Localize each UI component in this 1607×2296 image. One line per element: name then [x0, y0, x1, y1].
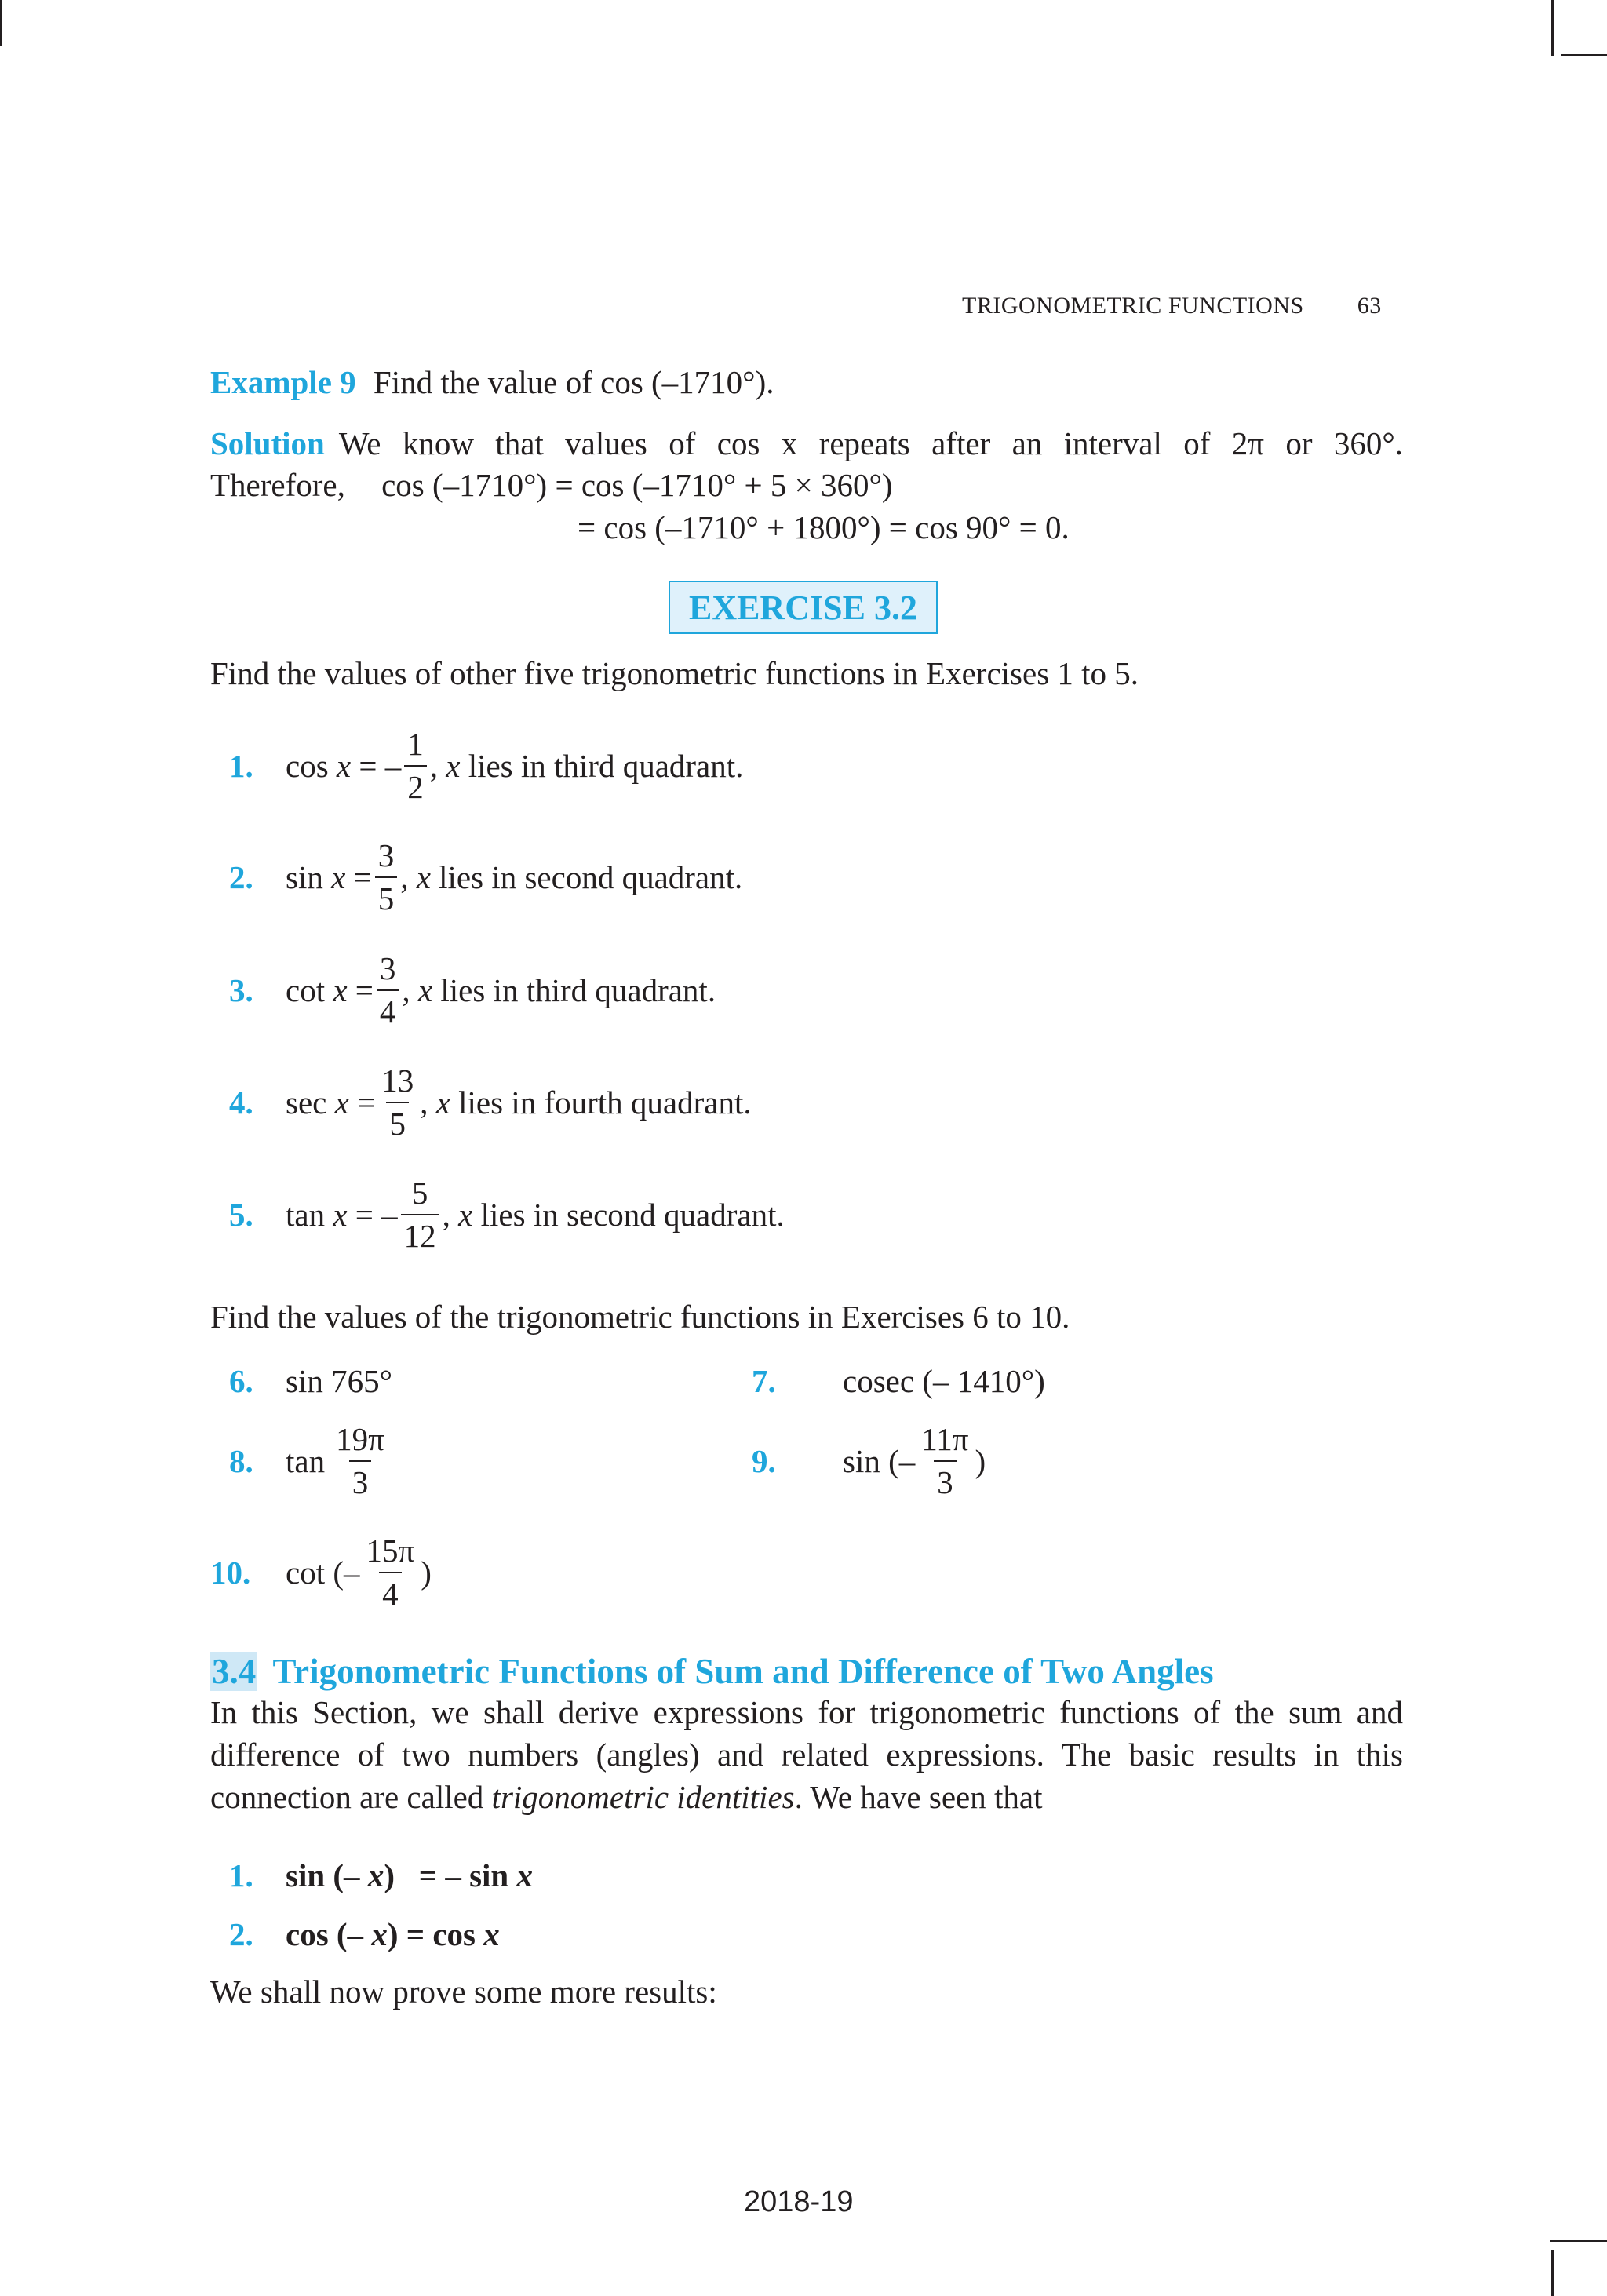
- paragraph-text: In this Section, we shall derive expressions for trigonometric functions of the sum and difference of two numbers (angles) and related expressions. The basic results in this connection are called: [210, 1694, 1403, 1815]
- item-number: 10.: [210, 1554, 251, 1591]
- closing-text: We shall now prove some more results:: [210, 1973, 717, 2010]
- function-name: sin: [286, 858, 323, 895]
- equals: =: [355, 971, 374, 1008]
- denominator: 3: [934, 1460, 957, 1499]
- item-number: 1.: [229, 747, 253, 784]
- function-name: cot (–: [286, 1554, 360, 1591]
- exercise-item-6: [229, 1365, 392, 1398]
- solution-line: [210, 425, 1403, 461]
- rhs: = cos: [406, 1916, 476, 1952]
- condition: lies in fourth quadrant.: [458, 1084, 752, 1121]
- fraction: [333, 1423, 388, 1499]
- fraction: [918, 1423, 971, 1499]
- lhs: cos (–: [286, 1916, 364, 1952]
- close-paren: ): [384, 1857, 395, 1893]
- crop-mark-bottom-right-vertical: [1551, 2250, 1554, 2296]
- footer-year: 2018-19: [744, 2185, 854, 2218]
- function-name: tan: [286, 1196, 326, 1233]
- section-paragraph: [210, 1691, 1403, 1818]
- variable: x: [417, 971, 433, 1008]
- equals: =: [353, 858, 372, 895]
- identity-1: [229, 1857, 533, 1893]
- page-number: 63: [1357, 293, 1382, 319]
- variable: x: [516, 1857, 533, 1893]
- item-number: 4.: [229, 1084, 253, 1121]
- item-number: 5.: [229, 1196, 253, 1233]
- variable: x: [483, 1916, 500, 1952]
- function-name: cot: [286, 971, 326, 1008]
- lhs: sin (–: [286, 1857, 360, 1893]
- condition: lies in third quadrant.: [468, 747, 744, 784]
- variable: x: [371, 1916, 388, 1952]
- condition: lies in second quadrant.: [439, 858, 743, 895]
- example-heading: [210, 366, 774, 399]
- fraction: [377, 950, 399, 1030]
- paragraph-emphasis: trigonometric identities: [491, 1779, 795, 1815]
- exercise-item-4: 4. sec x = $\frac{13}{5}$ , x lies in fourth quadrant.: [229, 1062, 752, 1142]
- exercise-item-1: 1. cos x = – $\frac{1}{2}$ , x lies in third quadrant.: [229, 726, 744, 805]
- denominator: 2: [404, 765, 427, 804]
- identity-2: [229, 1916, 500, 1952]
- item-number: 7.: [752, 1363, 776, 1399]
- equals: = –: [359, 747, 402, 784]
- numerator: 11π: [921, 1421, 969, 1457]
- numerator: 3: [377, 837, 395, 873]
- condition: lies in third quadrant.: [440, 971, 716, 1008]
- variable: x: [333, 1196, 348, 1233]
- item-number: 6.: [229, 1363, 253, 1399]
- fraction: [363, 1532, 418, 1612]
- variable: x: [446, 747, 461, 784]
- item-number: 8.: [229, 1442, 253, 1479]
- variable: x: [458, 1196, 473, 1233]
- example-question: Find the value of cos (–1710°).: [373, 364, 774, 400]
- expression: cosec (– 1410°): [843, 1363, 1045, 1399]
- variable: x: [331, 858, 346, 895]
- item-number: 9.: [752, 1442, 776, 1479]
- solution-label: Solution: [210, 425, 325, 461]
- function-name: sec: [286, 1084, 327, 1121]
- header-title: TRIGONOMETRIC FUNCTIONS: [962, 293, 1304, 319]
- example-label: Example 9: [210, 364, 356, 400]
- exercise-title-box: [669, 581, 938, 634]
- exercise-item-8: [229, 1423, 391, 1499]
- exercise-item-10: [210, 1532, 432, 1612]
- exercise-title: EXERCISE 3.2: [689, 588, 917, 627]
- variable: x: [416, 858, 431, 895]
- crop-mark-bottom-right-horizontal: [1550, 2240, 1607, 2242]
- exercise-item-3: 3. cot x = $\frac{3}{4}$ , x lies in third quadrant.: [229, 950, 716, 1030]
- solution-text: We know that values of cos x repeats after an interval of 2π or 360°.: [338, 425, 1403, 461]
- exercise-intro-1: Find the values of other five trigonometric functions in Exercises 1 to 5.: [210, 655, 1139, 691]
- condition: lies in second quadrant.: [480, 1196, 785, 1233]
- running-header: [962, 293, 1382, 319]
- section-number: 3.4: [212, 1652, 257, 1691]
- close-paren: ): [975, 1442, 986, 1479]
- therefore-word: Therefore,: [210, 467, 345, 503]
- numerator: 5: [411, 1175, 428, 1211]
- denominator: 3: [349, 1460, 372, 1499]
- equals: = –: [355, 1196, 398, 1233]
- crop-mark-top-right-vertical: [1551, 0, 1554, 56]
- solution-step-2: = cos (–1710° + 1800°) = cos 90° = 0.: [578, 509, 1070, 545]
- denominator: 12: [401, 1214, 439, 1252]
- numerator: 3: [379, 950, 396, 986]
- variable: x: [333, 971, 348, 1008]
- variable: x: [435, 1084, 450, 1121]
- denominator: 5: [375, 876, 398, 915]
- numerator: 19π: [336, 1421, 384, 1457]
- item-number: 3.: [229, 971, 253, 1008]
- exercise-item-9: [752, 1423, 986, 1499]
- item-number: 2.: [229, 858, 253, 895]
- fraction: [404, 728, 427, 804]
- equals: =: [357, 1084, 376, 1121]
- numerator: 15π: [366, 1532, 415, 1569]
- item-number: 1.: [229, 1857, 253, 1893]
- paragraph-text-end: . We have seen that: [794, 1779, 1043, 1815]
- exercise-intro-2: Find the values of the trigonometric functions in Exercises 6 to 10.: [210, 1299, 1070, 1335]
- crop-mark-top-left: [0, 0, 2, 46]
- variable: x: [334, 1084, 349, 1121]
- exercise-item-2: 2. sin x = $\frac{3}{5}$ , x lies in second quadrant.: [229, 837, 743, 917]
- function-name: sin (–: [843, 1442, 916, 1479]
- close-paren: ): [387, 1916, 399, 1952]
- therefore-line: [210, 469, 893, 501]
- solution-step-1: cos (–1710°) = cos (–1710° + 5 × 360°): [381, 467, 893, 503]
- denominator: 4: [377, 989, 399, 1028]
- fraction: [401, 1177, 439, 1252]
- exercise-item-7: [752, 1365, 1045, 1398]
- numerator: 1: [407, 726, 424, 762]
- item-number: 2.: [229, 1916, 253, 1952]
- fraction: [378, 1062, 417, 1142]
- exercise-item-5: 5. tan x = – $\frac{5}{12}$ , x lies in second quadrant.: [229, 1175, 785, 1254]
- section-heading: [210, 1651, 1214, 1692]
- numerator: 13: [381, 1062, 414, 1099]
- rhs: = – sin: [418, 1857, 509, 1893]
- variable: x: [336, 747, 352, 784]
- close-paren: ): [421, 1554, 432, 1591]
- fraction: [375, 837, 398, 917]
- denominator: 5: [386, 1102, 409, 1140]
- function-name: tan: [286, 1442, 326, 1479]
- section-title: Trigonometric Functions of Sum and Difference of Two Angles: [272, 1652, 1214, 1691]
- function-name: cos: [286, 747, 329, 784]
- denominator: 4: [379, 1572, 402, 1610]
- crop-mark-top-right-horizontal: [1561, 54, 1607, 56]
- variable: x: [367, 1857, 384, 1893]
- expression: sin 765°: [286, 1363, 392, 1399]
